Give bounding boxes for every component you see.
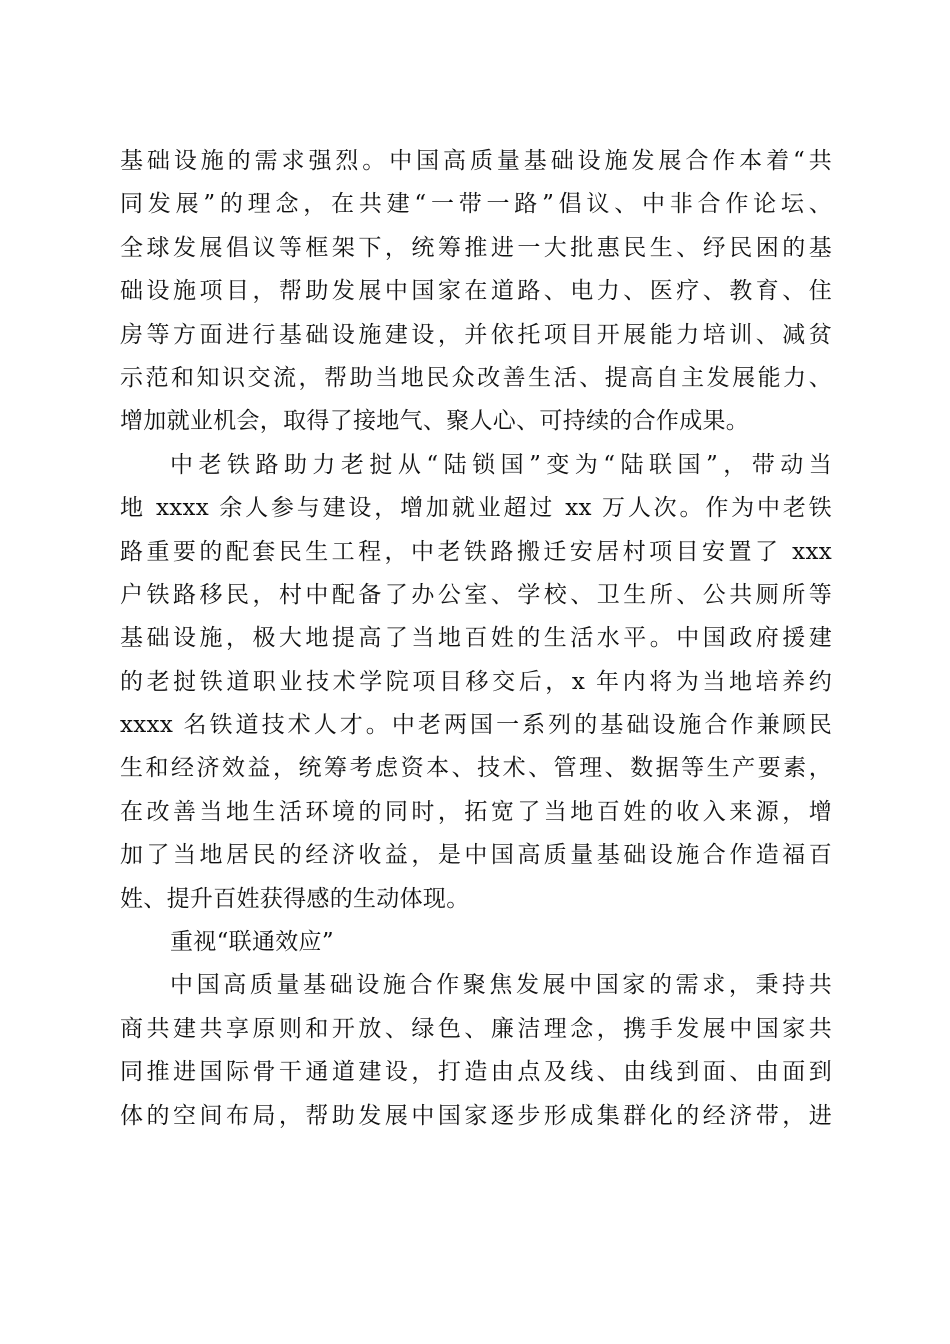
text-line: 房等方面进行基础设施建设，并依托项目开展能力培训、减贫 (120, 321, 832, 348)
text-line: 全球发展倡议等框架下，统筹推进一大批惠民生、纾民困的基 (120, 234, 832, 261)
text-line: 户铁路移民，村中配备了办公室、学校、卫生所、公共厕所等 (120, 581, 832, 608)
text-line: 同推进国际骨干通道建设，打造由点及线、由线到面、由面到 (120, 1059, 832, 1086)
paragraph-infrastructure-cooperation (120, 140, 832, 444)
section-heading: 重视“联通效应” (170, 929, 334, 956)
text-line: 姓、提升百姓获得感的生动体现。 (120, 885, 470, 912)
text-line: xxxx 名铁道技术人才。中老两国一系列的基础设施合作兼顾民 (120, 712, 832, 739)
text-line: 加了当地居民的经济收益，是中国高质量基础设施合作造福百 (120, 842, 832, 869)
text-line: 地 xxxx 余人参与建设，增加就业超过 xx 万人次。作为中老铁 (120, 495, 832, 522)
text-line: 示范和知识交流，帮助当地民众改善生活、提高自主发展能力、 (120, 364, 832, 391)
text-line: 在改善当地生活环境的同时，拓宽了当地百姓的收入来源，增 (120, 798, 832, 825)
paragraph-china-laos-railway (120, 444, 832, 921)
text-line: 商共建共享原则和开放、绿色、廉洁理念，携手发展中国家共 (120, 1015, 832, 1042)
document-body (120, 140, 832, 1138)
text-line: 中老铁路助力老挝从“陆锁国”变为“陆联国”，带动当 (170, 451, 832, 478)
text-line: 的老挝铁道职业技术学院项目移交后，x 年内将为当地培养约 (120, 668, 832, 695)
text-line: 基础设施，极大地提高了当地百姓的生活水平。中国政府援建 (120, 625, 832, 652)
text-line: 路重要的配套民生工程，中老铁路搬迁安居村项目安置了 xxx (120, 538, 832, 565)
text-line: 增加就业机会，取得了接地气、聚人心、可持续的合作成果。 (120, 408, 750, 435)
text-line: 中国高质量基础设施合作聚焦发展中国家的需求，秉持共 (170, 972, 832, 999)
text-line: 基础设施的需求强烈。中国高质量基础设施发展合作本着“共 (120, 148, 832, 174)
text-line: 体的空间布局，帮助发展中国家逐步形成集群化的经济带，进 (120, 1102, 832, 1129)
text-line: 础设施项目，帮助发展中国家在道路、电力、医疗、教育、住 (120, 278, 832, 305)
text-line: 同发展”的理念，在共建“一带一路”倡议、中非合作论坛、 (120, 191, 832, 218)
paragraph-connectivity (120, 964, 832, 1138)
text-line: 生和经济效益，统筹考虑资本、技术、管理、数据等生产要素， (120, 755, 832, 782)
